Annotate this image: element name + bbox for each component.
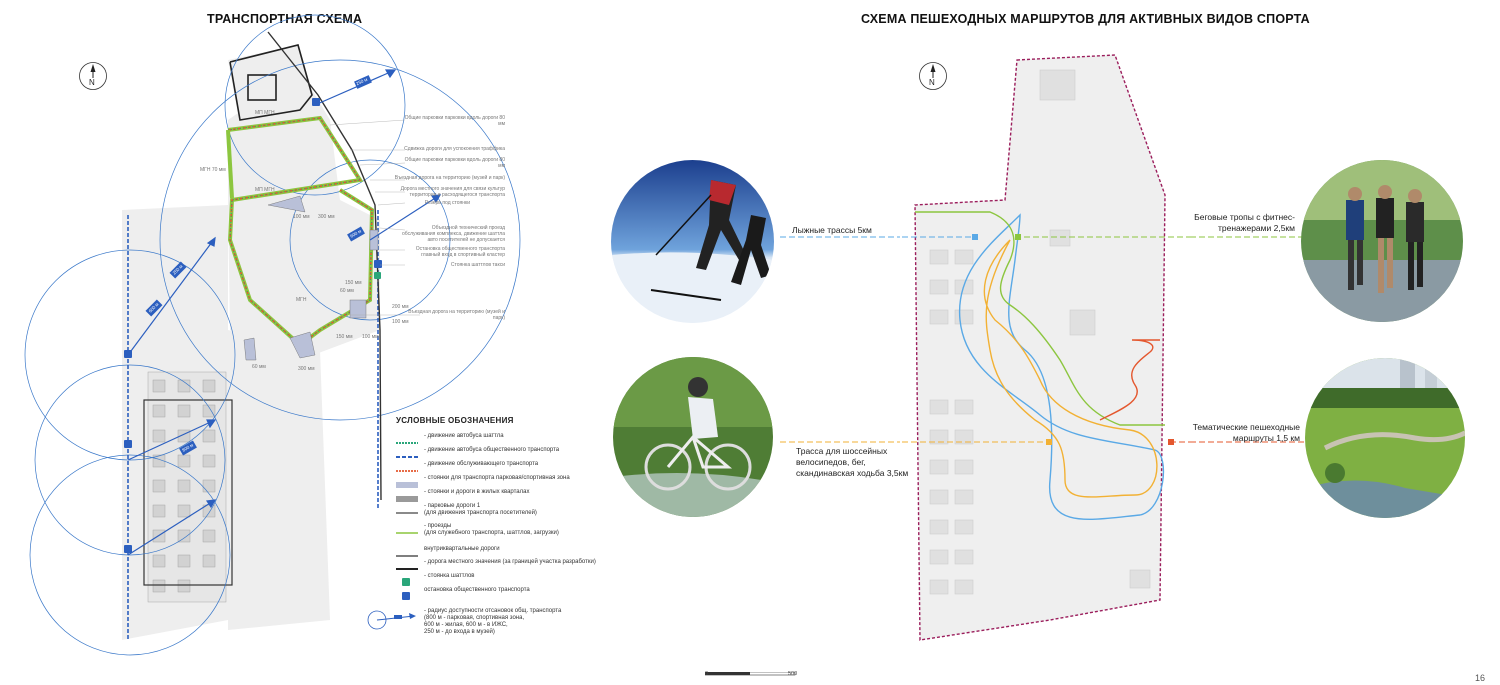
connector-lines xyxy=(780,230,1310,450)
bus-stop-icon xyxy=(396,592,418,601)
legend-item-bus-stop xyxy=(396,587,614,596)
legend-item-intra-road xyxy=(396,546,614,555)
legend-item-service xyxy=(396,461,614,470)
legend-item-service-road xyxy=(396,523,614,537)
map-label: 60 мм xyxy=(252,364,266,370)
legend-text: - парковые дороги 1 (для движения транспорта посетителей) xyxy=(424,503,537,516)
legend-item-park-road xyxy=(396,503,614,517)
map-label: 100 мм xyxy=(362,334,379,340)
map-annotation: Общие парковки парковки вдоль дороги 80 мм xyxy=(404,157,505,169)
cross-country-skiers-image xyxy=(611,160,774,323)
legend-text: - движение автобуса шаттла xyxy=(424,433,504,439)
photo-runners xyxy=(1301,160,1463,322)
shuttle-stop-icons xyxy=(374,272,381,279)
map-label: МП МГН xyxy=(255,110,275,116)
legend-item-bus xyxy=(396,447,614,456)
route-badge-label: 600 м xyxy=(147,301,160,314)
legend-item-radius xyxy=(366,608,594,636)
photo-park-walk xyxy=(1305,358,1465,518)
legend-text: внутриквартальные дороги xyxy=(424,546,500,552)
radius-icon xyxy=(366,609,418,631)
road-cyclist-image xyxy=(613,357,773,517)
map-label: 60 мм xyxy=(340,288,354,294)
legend-item-local-road xyxy=(396,559,614,568)
legend-title: УСЛОВНЫЕ ОБОЗНАЧЕНИЯ xyxy=(396,416,514,425)
route-label-cycling: Трасса для шоссейных велосипедов, бег, скандинавская ходьба 3,5км xyxy=(796,446,909,478)
map-annotation: Сдвижка дороги для успокоения траффика xyxy=(404,146,505,152)
map-annotation: Резерв под стоянки xyxy=(424,200,470,206)
legend-text: - стоянка шаттлов xyxy=(424,573,475,579)
legend-text: - стоянки для транспорта парковая/спортивная зона xyxy=(424,475,570,481)
sport-routes-title: СХЕМА ПЕШЕХОДНЫХ МАРШРУТОВ ДЛЯ АКТИВНЫХ ВИДОВ СПОРТА xyxy=(861,12,1310,26)
photo-cyclist xyxy=(613,357,773,517)
scale-end: 500 xyxy=(788,671,798,677)
map-label: 150 мм xyxy=(336,334,353,340)
residential-blocks xyxy=(148,372,226,602)
page-number: 16 xyxy=(1475,673,1486,683)
map-label: МГН xyxy=(296,297,307,303)
map-label: 100 мм xyxy=(293,214,310,220)
transport-scheme-title: ТРАНСПОРТНАЯ СХЕМА xyxy=(207,12,363,26)
route-badge-label: 250 м xyxy=(171,263,184,276)
map-annotation: Общие парковки парковки вдоль дороги 80 мм xyxy=(404,115,505,127)
scale-bar xyxy=(705,665,797,677)
route-label-running: Беговые тропы с фитнес- тренажерами 2,5км xyxy=(1194,212,1295,233)
legend-item-shuttle xyxy=(396,433,614,442)
north-label: N xyxy=(929,78,935,87)
legend-item-res-parking xyxy=(396,489,614,498)
map-label: 300 мм xyxy=(298,366,315,372)
legend-item-shuttle-stop xyxy=(396,573,614,582)
map-label: МГН 70 мм xyxy=(200,167,226,173)
route-badge-label: 600 м xyxy=(349,228,363,239)
map-annotation: Объездной технический проезд обслуживания комплекса, движение шаттла авто посетителей не допускается xyxy=(402,225,505,243)
route-label-ski: Лыжные трассы 5км xyxy=(792,225,872,235)
map-annotation: Въездная дорога на территорию (музей и парк) xyxy=(408,309,505,321)
legend-text: остановка общественного транспорта xyxy=(424,587,530,593)
route-label-pedestrian: Тематические пешеходные маршруты 1,5 км xyxy=(1192,422,1300,443)
legend-text: - движение обслуживающего транспорта xyxy=(424,461,539,467)
photo-skiers xyxy=(611,160,774,323)
map-label: 150 мм xyxy=(345,280,362,286)
legend-text: - движение автобуса общественного транспорта xyxy=(424,447,560,453)
map-label: 100 мм xyxy=(392,319,409,325)
map-annotation: Дорога местного значения для связи культур территории и расходящегося транспорта xyxy=(400,186,505,198)
route-badge-label: 800 м xyxy=(181,442,195,453)
park-walk-image xyxy=(1305,358,1465,518)
map-annotation: Стоянка шаттлов такси xyxy=(450,262,505,268)
legend-text: - радиус доступности отсановок общ. транспорта (800 м - парковая, спортивная зона, 600 м - жилая, 600 м - в ИЖС, 250 м - до входа в музей) xyxy=(424,608,562,635)
legend-text: - стоянки и дороги в жилых кварталах xyxy=(424,489,530,495)
map-annotation: Остановка общественного транспорта главный вход в спортивный кластер xyxy=(415,246,505,258)
map-label: МП МГН xyxy=(255,187,275,193)
legend-text: - проезды (для служебного транспорта, шаттлов, загрузки) xyxy=(424,523,559,536)
legend-item-parking xyxy=(396,475,614,484)
scale-start: 0 xyxy=(705,671,709,677)
transport-map xyxy=(0,0,600,685)
north-label: N xyxy=(89,78,95,87)
legend-text: - дорога местного значения (за границей участка разработки) xyxy=(424,559,596,565)
route-badge-label: 250 м xyxy=(355,76,369,87)
map-label: 200 мм xyxy=(392,304,409,310)
shuttle-stop-icon xyxy=(396,578,418,587)
runners-image xyxy=(1301,160,1463,322)
map-label: 300 мм xyxy=(318,214,335,220)
map-annotation: Въездная дорога на территорию (музей и парк) xyxy=(394,175,505,181)
